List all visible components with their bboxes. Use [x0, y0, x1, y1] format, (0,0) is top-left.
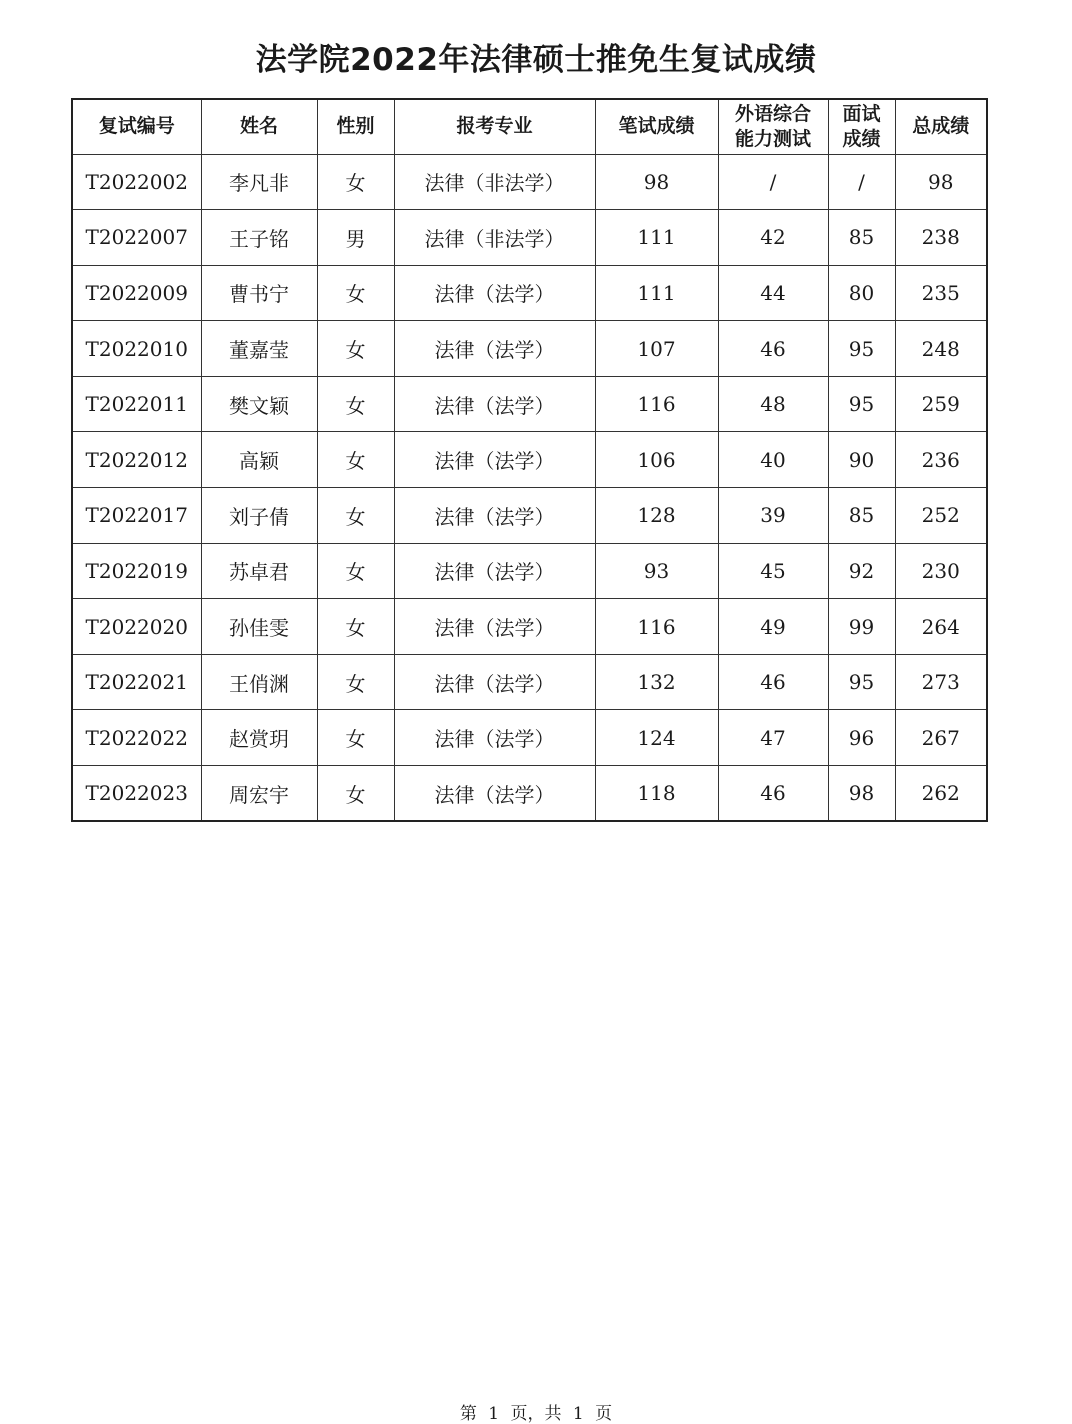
- table-row: [72, 488, 987, 544]
- cell-written: 118: [595, 766, 718, 822]
- header-interview-line1: 面试: [842, 102, 881, 125]
- cell-interview: 80: [828, 265, 895, 321]
- cell-total: 267: [895, 710, 987, 766]
- header-interview: [828, 99, 895, 154]
- cell-language: 46: [718, 654, 828, 710]
- cell-gender: 女: [317, 432, 394, 488]
- table-row: [72, 265, 987, 321]
- cell-major: 法律（法学）: [394, 599, 595, 655]
- cell-name: 曹书宁: [201, 265, 317, 321]
- cell-major: 法律（法学）: [394, 766, 595, 822]
- cell-gender: 女: [317, 654, 394, 710]
- cell-gender: 女: [317, 321, 394, 377]
- cell-written: 132: [595, 654, 718, 710]
- header-total: [895, 99, 987, 154]
- cell-written: 93: [595, 543, 718, 599]
- cell-language: 46: [718, 321, 828, 377]
- cell-name: 董嘉莹: [201, 321, 317, 377]
- cell-interview: 96: [828, 710, 895, 766]
- header-gender: [317, 99, 394, 154]
- cell-name: 王子铭: [201, 210, 317, 266]
- cell-interview: 95: [828, 321, 895, 377]
- cell-language: 42: [718, 210, 828, 266]
- cell-name: 苏卓君: [201, 543, 317, 599]
- cell-gender: 女: [317, 154, 394, 210]
- cell-name: 刘子倩: [201, 488, 317, 544]
- cell-code: T2022023: [72, 766, 201, 822]
- table-row: [72, 376, 987, 432]
- header-major: [394, 99, 595, 154]
- cell-interview: 92: [828, 543, 895, 599]
- cell-code: T2022002: [72, 154, 201, 210]
- cell-major: 法律（法学）: [394, 265, 595, 321]
- cell-total: 235: [895, 265, 987, 321]
- table-row: [72, 766, 987, 822]
- cell-code: T2022017: [72, 488, 201, 544]
- header-written: [595, 99, 718, 154]
- cell-major: 法律（非法学）: [394, 154, 595, 210]
- cell-written: 106: [595, 432, 718, 488]
- cell-written: 116: [595, 599, 718, 655]
- cell-major: 法律（法学）: [394, 543, 595, 599]
- cell-gender: 女: [317, 766, 394, 822]
- cell-code: T2022022: [72, 710, 201, 766]
- cell-code: T2022009: [72, 265, 201, 321]
- cell-language: 45: [718, 543, 828, 599]
- cell-language: /: [718, 154, 828, 210]
- cell-total: 230: [895, 543, 987, 599]
- cell-name: 赵赏玥: [201, 710, 317, 766]
- cell-major: 法律（非法学）: [394, 210, 595, 266]
- cell-written: 111: [595, 210, 718, 266]
- table-row: [72, 154, 987, 210]
- cell-total: 259: [895, 376, 987, 432]
- header-written-label: 笔试成绩: [618, 115, 695, 138]
- header-code: [72, 99, 201, 154]
- table-row: [72, 710, 987, 766]
- cell-gender: 女: [317, 543, 394, 599]
- cell-code: T2022020: [72, 599, 201, 655]
- cell-written: 116: [595, 376, 718, 432]
- cell-total: 262: [895, 766, 987, 822]
- page-footer: 第 1 页，共 1 页: [459, 1404, 613, 1424]
- cell-gender: 男: [317, 210, 394, 266]
- cell-name: 王俏渊: [201, 654, 317, 710]
- cell-total: 248: [895, 321, 987, 377]
- header-name-label: 姓名: [239, 115, 278, 138]
- cell-language: 40: [718, 432, 828, 488]
- header-code-label: 复试编号: [98, 115, 175, 138]
- cell-gender: 女: [317, 265, 394, 321]
- cell-interview: 90: [828, 432, 895, 488]
- cell-interview: 95: [828, 376, 895, 432]
- cell-written: 98: [595, 154, 718, 210]
- cell-total: 236: [895, 432, 987, 488]
- cell-language: 49: [718, 599, 828, 655]
- cell-language: 46: [718, 766, 828, 822]
- cell-gender: 女: [317, 376, 394, 432]
- cell-total: 264: [895, 599, 987, 655]
- cell-gender: 女: [317, 710, 394, 766]
- page-title: 法学院2022年法律硕士推免生复试成绩: [255, 42, 817, 78]
- cell-major: 法律（法学）: [394, 321, 595, 377]
- header-name: [201, 99, 317, 154]
- cell-total: 238: [895, 210, 987, 266]
- header-language: [718, 99, 828, 154]
- cell-name: 孙佳雯: [201, 599, 317, 655]
- cell-code: T2022011: [72, 376, 201, 432]
- cell-name: 周宏宇: [201, 766, 317, 822]
- cell-code: T2022021: [72, 654, 201, 710]
- table-row: [72, 599, 987, 655]
- cell-code: T2022019: [72, 543, 201, 599]
- header-gender-label: 性别: [336, 115, 375, 138]
- cell-code: T2022012: [72, 432, 201, 488]
- cell-written: 128: [595, 488, 718, 544]
- cell-total: 252: [895, 488, 987, 544]
- cell-interview: 85: [828, 210, 895, 266]
- cell-written: 111: [595, 265, 718, 321]
- cell-code: T2022010: [72, 321, 201, 377]
- cell-interview: 98: [828, 766, 895, 822]
- table-row: [72, 321, 987, 377]
- cell-name: 樊文颖: [201, 376, 317, 432]
- cell-language: 39: [718, 488, 828, 544]
- cell-total: 273: [895, 654, 987, 710]
- header-language-line2: 能力测试: [734, 127, 811, 150]
- cell-language: 47: [718, 710, 828, 766]
- scores-table: [71, 98, 988, 822]
- cell-name: 高颖: [201, 432, 317, 488]
- cell-written: 124: [595, 710, 718, 766]
- cell-major: 法律（法学）: [394, 432, 595, 488]
- cell-interview: /: [828, 154, 895, 210]
- header-total-label: 总成绩: [912, 115, 970, 138]
- cell-major: 法律（法学）: [394, 488, 595, 544]
- cell-language: 44: [718, 265, 828, 321]
- cell-code: T2022007: [72, 210, 201, 266]
- table-header-row: [72, 99, 987, 154]
- cell-total: 98: [895, 154, 987, 210]
- cell-gender: 女: [317, 599, 394, 655]
- header-language-line1: 外语综合: [734, 102, 811, 125]
- cell-name: 李凡非: [201, 154, 317, 210]
- cell-language: 48: [718, 376, 828, 432]
- cell-major: 法律（法学）: [394, 654, 595, 710]
- table-row: [72, 432, 987, 488]
- cell-written: 107: [595, 321, 718, 377]
- cell-interview: 95: [828, 654, 895, 710]
- table-row: [72, 654, 987, 710]
- header-major-label: 报考专业: [456, 115, 533, 138]
- table-row: [72, 210, 987, 266]
- cell-major: 法律（法学）: [394, 376, 595, 432]
- cell-gender: 女: [317, 488, 394, 544]
- cell-interview: 85: [828, 488, 895, 544]
- header-interview-line2: 成绩: [842, 127, 881, 150]
- cell-interview: 99: [828, 599, 895, 655]
- cell-major: 法律（法学）: [394, 710, 595, 766]
- table-row: [72, 543, 987, 599]
